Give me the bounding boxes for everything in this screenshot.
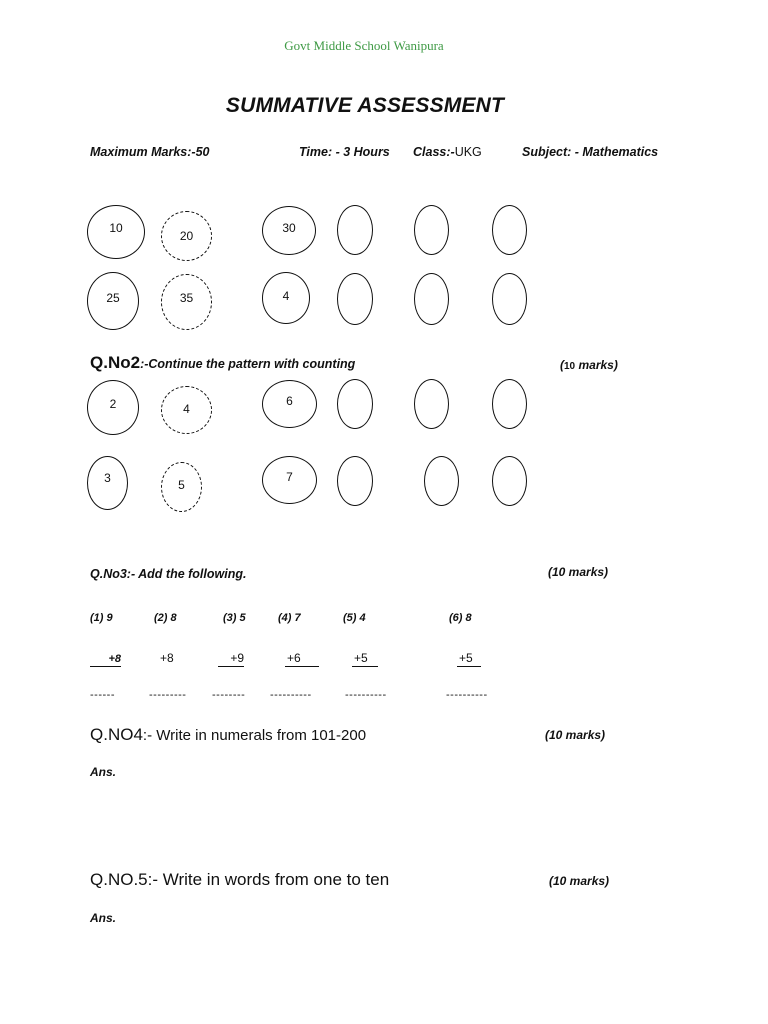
q4-heading <box>90 725 366 745</box>
problem-number: (4) 7 <box>278 612 301 624</box>
max-marks: Maximum Marks:-50 <box>90 145 210 159</box>
oval-number <box>87 205 145 259</box>
oval-blank <box>414 205 449 255</box>
oval-blank <box>337 205 373 255</box>
q2-marks-word: marks) <box>578 358 618 372</box>
oval-number <box>87 272 139 330</box>
oval-number <box>87 380 139 435</box>
oval-blank <box>492 273 527 325</box>
oval-number <box>262 456 317 504</box>
problem-number: (3) 5 <box>223 612 246 624</box>
oval-number <box>262 272 310 324</box>
oval-blank <box>337 456 373 506</box>
oval-value: 4 <box>183 402 190 416</box>
problem-addend: +5 <box>457 651 481 667</box>
oval-value: 35 <box>179 291 194 305</box>
q4-answer-label: Ans. <box>90 765 117 779</box>
oval-number <box>87 456 128 510</box>
q2-label: Q.No2 <box>90 353 141 372</box>
oval-number <box>161 274 212 330</box>
oval-value: 25 <box>106 291 120 305</box>
answer-dashes: ---------- <box>270 689 312 701</box>
oval-value: 7 <box>286 470 293 484</box>
problem-addend: +9 <box>218 651 244 667</box>
oval-blank <box>414 273 449 325</box>
q3-heading: Q.No3:- Add the following. <box>90 567 247 581</box>
problem-addend: +5 <box>352 651 378 667</box>
oval-blank <box>337 379 373 429</box>
class-info <box>413 145 482 159</box>
q5-heading: Q.NO.5:- Write in words from one to ten <box>90 870 390 889</box>
class-label: Class:- <box>413 145 455 159</box>
q4-marks: (10 marks) <box>545 728 606 742</box>
q2-marks <box>560 358 618 372</box>
answer-dashes: ---------- <box>345 689 387 701</box>
answer-dashes: ---------- <box>446 689 488 701</box>
problem-number: (6) 8 <box>449 612 472 624</box>
oval-value: 4 <box>282 289 290 303</box>
oval-blank <box>414 379 449 429</box>
oval-blank <box>424 456 459 506</box>
q4-text: :- Write in numerals from 101-200 <box>142 727 367 744</box>
oval-blank <box>492 456 527 506</box>
oval-number <box>262 380 317 428</box>
oval-value: 30 <box>282 220 296 235</box>
oval-blank <box>492 205 527 255</box>
school-name: Govt Middle School Wanipura <box>284 38 444 53</box>
oval-number <box>161 386 212 434</box>
page-title: SUMMATIVE ASSESSMENT <box>225 94 505 117</box>
q2-text: :-Continue the pattern with counting <box>140 357 356 371</box>
problem-addend: +8 <box>90 653 121 667</box>
oval-value: 5 <box>178 478 185 492</box>
oval-blank <box>492 379 527 429</box>
oval-number <box>262 206 316 255</box>
q2-heading <box>90 353 355 373</box>
q5-marks: (10 marks) <box>549 874 610 888</box>
oval-number <box>161 462 202 512</box>
answer-dashes: -------- <box>212 689 246 701</box>
q3-marks: (10 marks) <box>548 565 609 579</box>
oval-value: 3 <box>104 471 111 485</box>
subject: Subject: - Mathematics <box>522 145 659 159</box>
oval-blank <box>337 273 373 325</box>
q2-marks-open: ( <box>560 358 564 372</box>
problem-addend: +6 <box>285 651 319 667</box>
problem-number: (2) 8 <box>154 612 177 624</box>
oval-value: 10 <box>109 221 123 235</box>
answer-dashes: ------ <box>90 689 115 701</box>
q4-label: Q.NO4 <box>90 725 143 744</box>
answer-dashes: --------- <box>149 689 187 701</box>
q5-answer-label: Ans. <box>90 911 117 925</box>
class-value: UKG <box>454 145 482 159</box>
q2-marks-num: 10 <box>564 361 576 372</box>
exam-time: Time: - 3 Hours <box>299 145 390 159</box>
problem-number: (1) 9 <box>90 612 113 624</box>
oval-value: 20 <box>179 229 194 243</box>
problem-number: (5) 4 <box>343 612 366 624</box>
oval-number <box>161 211 212 261</box>
oval-value: 6 <box>286 394 293 408</box>
oval-value: 2 <box>109 396 117 411</box>
problem-addend: +8 <box>160 651 174 665</box>
